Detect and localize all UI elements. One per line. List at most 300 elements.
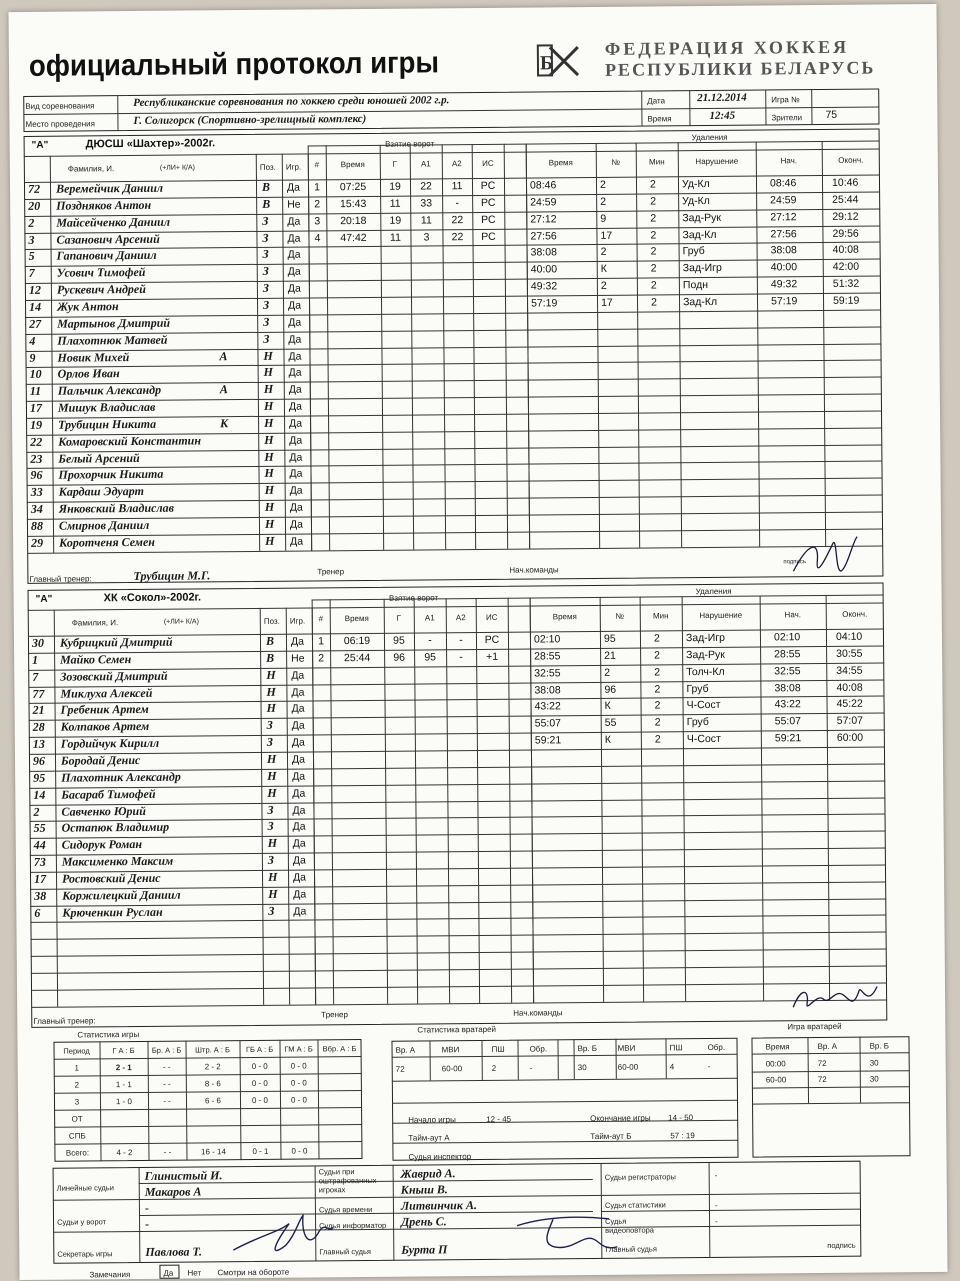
team_a-header-pen_min: Мин [636,156,678,167]
team_b-penalty-end: 60:00 [837,733,863,744]
official-timekeeper-label: Судья времени [319,1205,391,1215]
team_b-player-name: Сидорук Роман [62,839,142,851]
team_a-player-position: З [263,300,269,311]
team_a-player-played: Не [287,199,301,210]
team-a-letter: "А" [32,140,49,151]
game-stats-cell: 2 - 2 [186,1061,240,1072]
game-stats-cell: - - [148,1096,186,1107]
goalie-game-header: Время [765,1041,789,1052]
team_a-player-played: Да [290,536,303,547]
team_a-player-played: Да [288,317,301,328]
team_a-goal-is: РС [472,214,504,225]
team_a-player-name: Коротченя Семен [59,537,155,549]
team_b-player-played: Да [293,906,306,917]
team_b-player-played: Не [291,653,305,664]
team_b-header-time: Время [330,613,384,624]
team_b-goal-a1: 95 [414,652,446,663]
goalie-stats-timeout-a-label: Тайм-аут А [408,1132,449,1143]
official-timekeeper: Литвинчик А. [401,1200,477,1212]
game-stats-cell: 2 - 1 [100,1062,148,1073]
team_b-player-name: Миклуха Алексей [60,687,152,699]
team_a-player-number: 23 [30,453,42,464]
venue-label: Место проведения [25,118,95,130]
goalie-stats-header: МВИ [442,1044,460,1055]
officials-table [8,4,936,12]
team_b-player-name: Максименко Максим [62,856,173,868]
goalie-game-cell: 72 [818,1074,827,1085]
team_a-penalty-type: Зад-Кл [683,297,717,308]
team_a-player-number: 96 [30,470,42,481]
team_a-player-number: 34 [31,504,43,515]
remarks-label: Замечания [89,1269,130,1280]
team_b-penalty-end: 04:10 [836,632,862,643]
team_b-player-name: Остапюк Владимир [62,822,170,834]
team_a-goal-is: РС [472,231,504,242]
game-stats-header: Вбр. А : Б [317,1043,361,1054]
team_b-penalty-min: 2 [655,735,661,746]
team_a-player-position: Н [263,350,272,361]
team_a-penalty-no: 9 [600,214,606,225]
game-no-label: Игра № [771,94,799,105]
team_a-header-num: # [308,159,326,170]
team_b-penalty-time: 55:07 [535,719,561,730]
game-stats-cell: ОТ [54,1113,100,1124]
official-video: - [715,1216,718,1227]
team_b-penalty-end: 30:55 [836,648,862,659]
team_b-penalty-start: 43:22 [775,700,801,711]
team_a-player-position: З [263,333,269,344]
team_a-header-played: Игр. [286,162,301,173]
team_b-goal-a2: - [446,635,476,646]
official-goal-judge2: - [145,1219,149,1230]
team_a-penalty-no: 17 [600,230,612,241]
goalie-stats-cell: 2 [492,1063,497,1074]
goalie-game-cell: 72 [818,1058,827,1069]
team_a-player-played: Да [290,503,303,514]
goalie-stats-title: Статистика вратарей [417,1024,496,1036]
team_b-penalty-min: 2 [654,667,660,678]
game-stats-cell: 0 - 0 [240,1061,280,1072]
team_a-player-number: 11 [30,386,41,397]
team_b-penalty-type: Груб [686,684,708,695]
team_b-player-name: Крюченкин Руслан [62,906,162,918]
team_a-header-pen_start: Нач. [756,155,822,167]
goalie-stats-start-label: Начало игры [408,1114,456,1125]
team_b-penalty-type: Ч-Сост [687,700,721,711]
goalie-game-frame [751,1036,910,1157]
goalie-game-cell: 30 [870,1074,879,1085]
team-b-goals-heading: Взятие ворот [354,592,474,604]
team_a-player-name: Прохорчик Никита [58,469,163,481]
game-stats-cell: - - [148,1147,186,1158]
protocol-sheet [8,4,947,1280]
game-stats-cell: 0 - 0 [280,1145,318,1156]
team_b-penalty-type: Зад-Рук [686,650,725,661]
team_a-penalty-time: 38:08 [531,248,557,259]
game-stats-cell: 0 - 0 [280,1094,318,1105]
team_b-penalty-no: К [605,735,611,746]
team_a-penalty-type: Зад-Кл [682,229,716,240]
team_b-player-played: Да [293,856,306,867]
federation-name-line1: ФЕДЕРАЦИЯ ХОККЕЯ [605,37,849,59]
team_b-player-played: Да [292,704,305,715]
team_b-penalty-min: 2 [655,701,661,712]
team_b-penalty-end: 40:08 [836,682,862,693]
team_a-player-played: Да [289,418,302,429]
team-a-signature-label: подпись [783,557,806,568]
team_a-player-name: Кардаш Эдуарт [59,486,144,498]
team_a-player-number: 3 [28,234,34,245]
team_a-player-played: Да [289,402,302,413]
team_b-goal-time: 06:19 [330,636,384,647]
team_a-penalty-time: 27:56 [530,231,556,242]
team_b-player-number: 21 [33,705,45,716]
game-stats-cell: 0 - 0 [240,1095,280,1106]
game-stats-cell: 4 - 2 [100,1147,148,1158]
team_b-goal-n: 1 [312,636,330,647]
team_a-header-player: Фамилия, И. [68,163,114,174]
team_a-player-role: А [220,384,228,395]
team_b-player-played: Да [292,738,305,749]
goalie-stats-header: Обр. [707,1042,725,1053]
team_a-penalty-time: 40:00 [531,265,557,276]
team_b-penalty-start: 02:10 [774,632,800,643]
team_a-player-position: З [263,266,269,277]
team_b-player-number: 7 [32,672,38,683]
team_a-player-name: Пальчик Александр [58,385,161,397]
team_b-player-position: В [266,636,274,647]
team_b-penalty-start: 38:08 [774,683,800,694]
team_b-penalty-end: 34:55 [836,665,862,676]
official-goal-judges-label: Судьи у ворот [57,1217,129,1227]
team_b-player-number: 77 [32,688,44,699]
team_a-player-position: Н [264,384,273,395]
team_b-player-name: Ростовский Денис [62,873,161,885]
competition-label: Вид соревнования [25,100,94,112]
team_a-player-number: 14 [29,302,41,313]
team_b-header-pen_end: Оконч. [826,608,884,620]
goalie-game-header: Вр. А [817,1041,837,1052]
team_a-player-number: 9 [29,352,35,363]
team_b-penalty-type: Зад-Игр [686,633,725,644]
team_b-goal-g: 96 [384,652,414,663]
game-stats-cell: Всего: [54,1147,100,1158]
team_a-penalty-end: 51:32 [833,279,859,290]
team_a-goal-g: 11 [380,232,410,243]
team_a-penalty-no: К [601,264,607,275]
team_b-player-number: 14 [33,789,45,800]
team_b-player-played: Да [292,805,305,816]
competition-value: Республиканские соревнования по хоккею среди юношей 2002 г.р. [133,95,449,109]
game-stats-cell: 8 - 6 [186,1078,240,1089]
venue-value: Г. Солигорск (Спортивно-зрелищный комплекс) [133,114,366,127]
team_a-player-name: Усович Тимофей [57,267,146,279]
team_b-header-a2: А2 [446,612,476,623]
official-linesman2: Макаров А [145,1186,202,1197]
team_b-goal-a2: - [446,652,476,663]
official-secretary-label: Секретарь игры [57,1249,129,1259]
team_b-player-position: Н [267,771,276,782]
team_a-penalty-time: 49:32 [531,281,557,292]
team_b-player-played: Да [291,687,304,698]
team_a-player-name: Смирнов Даниил [59,520,149,532]
team_a-header-a2: А2 [442,158,472,169]
team_a-player-role: А [219,351,227,362]
team_a-player-number: 29 [31,538,43,549]
team_a-penalty-type: Уд-Кл [682,179,710,190]
team_a-player-name: Мишук Владислав [58,402,155,414]
team_a-player-played: Да [289,452,302,463]
team_a-player-name: Комаровский Константин [58,435,201,447]
goalie-stats-header: МВИ [618,1043,636,1054]
goalie-game-table [8,4,936,12]
team_a-penalty-min: 2 [651,264,657,275]
team-b-letter: "А" [36,594,53,605]
chief-signature [513,1211,623,1262]
goalie-game-cell: 00:00 [766,1058,786,1069]
goalie-stats-end-label: Окончание игры [590,1113,651,1125]
team-a-captain-label: Нач.команды [509,564,558,575]
game-stats-cell: 2 [54,1079,100,1090]
team_a-player-number: 10 [30,369,42,380]
team-a-name: ДЮСШ «Шахтер»-2002г. [86,138,216,150]
team_a-penalty-type: Подн [683,280,708,291]
team_b-player-name: Зозовский Дмитрий [60,670,167,682]
team_b-player-name: Коржилецкий Даниил [62,889,181,901]
team-b-head-coach-label: Главный тренер: [33,1015,95,1027]
team_a-goal-a1: 11 [410,215,442,226]
team_b-header-a1: А1 [414,612,446,623]
team_b-penalty-min: 2 [654,650,660,661]
team_b-penalty-time: 59:21 [535,735,561,746]
logo-emblem-icon [536,41,580,79]
game-stats-cell: 1 [54,1062,100,1073]
team_b-header-num: # [312,613,330,624]
goalie-game-cell: 60-00 [766,1074,787,1085]
team_a-penalty-no: 17 [601,298,613,309]
team_a-player-position: Н [264,401,273,412]
team_b-player-position: Н [268,889,277,900]
team_b-penalty-time: 28:55 [534,651,560,662]
goalie-stats-cell: 30 [578,1062,587,1073]
team_a-penalty-min: 2 [651,297,657,308]
team_a-penalty-type: Уд-Кл [682,196,710,207]
team_a-penalty-type: Зад-Рук [682,213,721,224]
team_a-player-played: Да [290,486,303,497]
team_b-player-position: Н [266,669,275,680]
team_b-penalty-start: 32:55 [774,666,800,677]
time-label: Время [647,113,671,124]
goalie-stats-cell: 60-00 [618,1062,639,1073]
goalie-stats-cell: - [708,1061,711,1072]
team_a-goal-a2: 22 [442,215,472,226]
team_a-penalty-time: 08:46 [530,180,556,191]
team_b-player-name: Басараб Тимофей [61,788,155,800]
team_a-goal-a2: - [442,198,472,209]
team_a-player-played: Да [288,250,301,261]
team_b-goal-a1: - [414,635,446,646]
goalie-stats-cell: - [530,1063,533,1074]
team_b-penalty-start: 59:21 [775,733,801,744]
team_b-penalty-min: 2 [654,684,660,695]
team_b-player-name: Майко Семен [60,654,131,666]
team_b-player-played: Да [292,721,305,732]
official-informer: Дрень С. [401,1216,447,1227]
game-stats-cell: 0 - 1 [240,1146,280,1157]
team_a-penalty-end: 10:46 [832,178,858,189]
team_a-goal-time: 47:42 [326,232,380,243]
team_a-player-name: Жук Антон [57,301,119,313]
team_b-player-number: 2 [33,806,39,817]
team_b-player-name: Кубрицкий Дмитрий [60,637,173,649]
team_a-player-number: 2 [28,218,34,229]
team_b-player-name: Гордийчук Кирилл [61,738,159,750]
team_a-player-number: 12 [29,285,41,296]
team_b-header-pos: Поз. [264,616,280,627]
game-stats-header: Г А : Б [100,1045,148,1056]
team_a-player-number: 88 [31,521,43,532]
team_b-player-position: З [268,905,274,916]
team_b-penalty-no: 95 [604,634,616,645]
time-value: 12:45 [709,111,735,122]
team_a-player-played: Да [288,300,301,311]
team_a-penalty-min: 2 [650,179,656,190]
team_a-penalty-no: 2 [600,180,606,191]
game-stats-cell: - - [148,1079,186,1090]
team_b-player-number: 55 [34,823,46,834]
team_a-player-position: Н [264,418,273,429]
team_b-penalty-time: 32:55 [534,668,560,679]
team_a-player-played: Да [288,284,301,295]
team_b-header-pen_time: Время [530,611,600,623]
team_b-header-pen_min: Мин [640,610,682,621]
team_a-header-pen_type: Нарушение [678,156,756,168]
team_a-player-played: Да [288,351,301,362]
team_b-header-pen_type: Нарушение [682,610,760,622]
goalie-stats-timeout-b-label: Тайм-аут Б [590,1131,631,1142]
team_a-penalty-type: Груб [683,246,705,257]
team_b-player-number: 73 [34,857,46,868]
team_a-player-position: Н [265,519,274,530]
team_a-header-player2: (+ЛИ+ К/А) [160,162,195,173]
team_b-player-played: Да [292,788,305,799]
team_a-goal-a2: 11 [442,181,472,192]
team_a-goal-n: 4 [308,233,326,244]
team_b-player-number: 30 [32,638,44,649]
team_a-player-position: В [262,199,270,210]
team_a-player-played: Да [287,183,300,194]
team_b-player-position: В [266,653,274,664]
game-stats-header: Штр. А : Б [186,1044,240,1055]
team_a-goal-g: 19 [380,182,410,193]
team-b-coach-label: Тренер [321,1009,348,1020]
team_b-penalty-time: 38:08 [534,685,560,696]
team_a-penalty-end: 29:12 [832,211,858,222]
team_a-player-name: Веремейчик Даниил [56,183,163,195]
team_a-penalty-end: 29:56 [832,228,858,239]
team_a-player-name: Гапанович Даниил [57,250,157,262]
team_a-goal-n: 1 [308,182,326,193]
official-penalty1: Жаврид А. [401,1168,456,1179]
team_b-penalty-type: Толч-Кл [686,667,724,678]
goalie-stats-inspector-label: Судья инспектор [408,1151,471,1163]
team_a-player-position: Н [265,502,274,513]
team_b-penalty-no: 96 [604,684,616,695]
team_a-penalty-no: 2 [601,247,607,258]
team_b-header-player: Фамилия, И. [72,617,118,628]
team_b-penalty-min: 2 [654,633,660,644]
team_a-goal-a1: 22 [410,181,442,192]
game-stats-header: Бр. А : Б [148,1045,186,1056]
team_b-player-position: Н [267,703,276,714]
game-stats-cell: 1 - 0 [100,1096,148,1107]
team_b-player-played: Да [292,771,305,782]
game-stats-header: Период [54,1045,100,1056]
game-stats-cell: 0 - 0 [280,1060,318,1071]
game-stats-cell: 1 - 1 [100,1079,148,1090]
team_a-player-number: 20 [28,201,40,212]
official-linesmen-label: Линейные судьи [57,1183,129,1193]
team_a-penalty-start: 27:56 [770,229,796,240]
spectators-label: Зрители [771,112,802,123]
team_a-player-position: З [263,249,269,260]
team_b-header-is: ИС [476,612,508,623]
team_a-player-name: Трубицин Никита [58,419,156,431]
game-stats-header: ГМ А : Б [279,1043,317,1054]
team_b-player-number: 13 [33,739,45,750]
team_b-goal-is: +1 [476,652,508,663]
goalie-stats-cell: 4 [670,1061,675,1072]
remarks-no: Нет [187,1267,201,1278]
team_a-player-name: Поздняков Антон [56,200,151,212]
team_a-player-position: Н [265,485,274,496]
team_b-player-name: Колпаков Артем [61,721,150,733]
team_b-penalty-start: 55:07 [775,716,801,727]
team_a-player-position: В [262,182,270,193]
team_a-player-name: Плахотнюк Матвей [57,334,167,346]
team_b-player-played: Да [293,839,306,850]
team_b-penalty-type: Груб [687,717,709,728]
team_a-player-played: Да [289,385,302,396]
official-linesman1: Глинистый И. [145,1170,223,1182]
federation-name-line2: РЕСПУБЛИКИ БЕЛАРУСЬ [605,58,876,80]
team-a-coach-label: Тренер [317,566,344,577]
team_a-header-g: Г [380,159,410,170]
team_a-player-position: Н [264,367,273,378]
team-a-penalties-heading: Удаления [650,131,770,143]
team_a-goal-time: 15:43 [326,199,380,210]
team_b-player-position: Н [268,872,277,883]
team_a-player-number: 22 [30,437,42,448]
team_a-player-played: Да [289,435,302,446]
team_b-penalty-no: 21 [604,651,616,662]
official-chief-label: Главный судья [605,1244,677,1254]
team-b-table [8,4,936,12]
team_b-player-name: Савченко Юрий [61,805,145,817]
goalie-game-cell: 30 [870,1058,879,1069]
referee-signature [229,1205,340,1266]
team_b-player-name: Плахотник Александр [61,771,181,783]
team_a-header-pen_time: Время [526,157,596,169]
team_a-player-name: Белый Арсений [58,453,139,465]
team_a-goal-a2: 22 [442,232,472,243]
team_a-penalty-min: 2 [651,281,657,292]
team_b-header-pen_start: Нач. [760,609,826,621]
team-a-goals-heading: Взятие ворот [350,138,470,150]
game-stats-header: ГБ А : Б [239,1044,279,1055]
team_b-player-position: Н [266,686,275,697]
team_b-penalty-no: 55 [605,718,617,729]
